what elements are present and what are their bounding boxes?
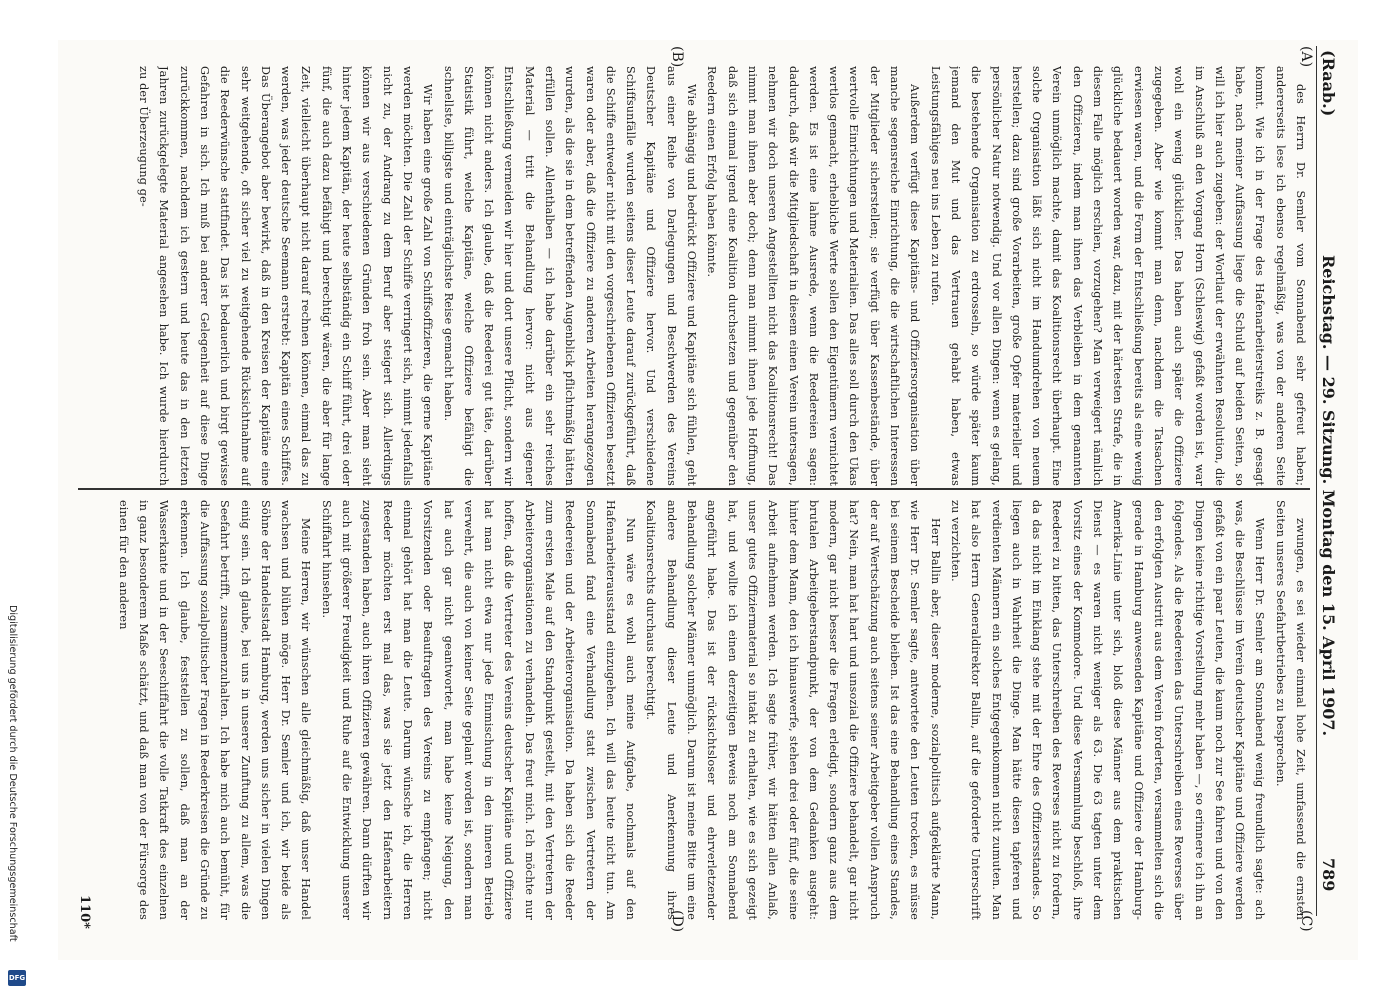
page-number: 789 bbox=[1319, 858, 1338, 892]
paragraph: Wenn Herr Dr. Semler am Sonnabend wenig freundlich sagte: ach was, die Beschlüsse im Verein deutscher Kapitäne und Offiziere werden gefaßt von ein paar Leuten, die kaum noch zur See fahren und von den Dingen keine richtige Vorstellung mehr haben —, so erinnere ich ihn an folgendes. Als die Reedereien das Unterschreiben eines Reverses über den erfolgten Austritt aus dem Verein forderten, versammelten sich die gerade in Hamburg anwesenden Kapitäne und Offiziere der Hamburg-Amerika-Linie unter sich, bloß diese Männer aus dem praktischen Dienst — es waren nicht weniger als 63. Die 63 tagten unter dem Vorsitz eines der Kommodore. Und diese Versammlung beschloß, ihre Reederei zu bitten, das Unterschreiben des Reverses nicht zu fordern, da das nicht im Einklang stehe mit der Ehre des Offiziersstandes. So liegen auch in Wahrheit die Dinge. Man hätte diesen tapferen und verdienten Männern ein solches Entgegenkommen nicht zumuten. Man hat also Herrn Generaldirektor Ballin, auf die geforderte Unterschrift zu verzichten. bbox=[948, 500, 1267, 920]
paragraph: Nun wäre es wohl auch meine Aufgabe, nochmals auf den Hafenarbeiterausstand einzugehen. Ich will das heute nicht tun. Am Sonnabend fand eine Verhandlung statt zwischen Vertretern der Reedereien und der Arbeiterorganisation. Da haben sich die Reeder zum ersten Male auf den Standpunkt gestellt, mit den Vertretern der Arbeiterorganisationen zu verhandeln. Das freut mich. Ich möchte nur hoffen, daß die Vertreter des Vereins deutscher Kapitäne und Offiziere hat man nicht etwa nur jede Einmischung in den inneren Betrieb verwehrt, die auch von keiner Seite geplant worden ist, sondern man hat auch gar nicht geantwortet, man habe keine Neigung, den Vorsitzenden oder Beauftragten des Vereins zu empfangen; nicht einmal gehört hat man die Leute. Darum wünsche ich, die Herren Reeder möchten erst mal das, was sie jetzt den Hafenarbeitern zugestanden haben, auch ihren Offizieren gewähren. Dann dürften wir auch mit größerer Freudigkeit und Ruhe auf die Entwicklung unserer Schiffahrt hinsehen. bbox=[319, 500, 638, 920]
section-marker-c: (C) bbox=[1298, 910, 1314, 932]
paragraph: Wie abhängig und bedrückt Offiziere und Kapitäne sich fühlen, geht aus einer Reihe von Darlegungen und Beschwerden des Vereins Deutscher Kapitäne und Offiziere hervor. Und verschiedene Schiffsunfälle wurden seitens dieser Leute darauf zurückgeführt, daß die Schiffe entweder nicht mit den vorgeschriebenen Offizieren besetzt waren oder aber, daß die Offiziere zu anderen Arbeiten herangezogen wurden, als die sie in dem betreffenden Augenblick pflichtmäßig hätten erfüllen sollen. Allenthalben — ich habe darüber ein sehr reiches Material — tritt die Behandlung hervor: nicht aus eigener Entschließung vermeiden wir hier und dort unsere Pflicht, sondern wir können nicht anders. Ich glaube, daß die Reederei gut täte, darüber Statistik führt, welche Kapitäne, welche Offiziere befähigt die schnellste, billigste und einträglichste Reise gemacht haben. bbox=[441, 66, 699, 486]
section-marker-d: (D) bbox=[669, 910, 685, 933]
paragraph: Herr Ballin aber, dieser moderne, sozialpolitisch aufgeklärte Mann, wie Herr Dr. Semler sagte, antwortete den Leuten trocken, es müsse bei seinem Bescheide bleiben. Ist das eine Behandlung eines Standes, der auf Wertschätzung auch seitens seiner Arbeitgeber vollen Anspruch hat? Nein, man hat hart und unsozial die Offiziere behandelt, gar nicht modern, gar nicht besser die Fragen erledigt, sondern ganz aus dem brutalen Arbeitgeberstandpunkt, der von dem Gedanken ausgeht: hinter dem Mann, den ich hinauswerfe, stehen drei oder fünf, die seine Arbeit aufnehmen werden. Ich sagte früher, wir hätten allen Anlaß, unser gutes Offiziermaterial so intakt zu erhalten, wie es sich gezeigt hat, und wollte ich einen derzeitigen Beweis noch am Sonnabend angeführt habe. Das ist der rücksichtsloser und ehrverletzender Behandlung solcher Männer unmöglich. Darum ist meine Bitte um eine andere Behandlung dieser Leute und Anerkennung ihres Koalitionsrechts durchaus berechtigt. bbox=[644, 500, 942, 920]
speaker-tag: (Raab.) bbox=[1319, 50, 1338, 117]
paragraph: Meine Herren, wir wünschen alle gleichmäßig, daß unser Handel wachsen und blühen möge. Herr Dr. Semler und ich, wir beide als Söhne der Handelsstadt Hamburg, werden uns sicher in vielen Dingen einig sein. Ich glaube, bei uns in unserer Zunftung zu allem, was die Seefahrt betrifft, zusammenzuhalten. Ich habe mich auch bemüht, für die Auffassung sozialpolitischer Fragen in Reederkreisen die Gründe zu erkennen. Ich glaube, feststellen zu sollen, daß man an der Wasserkante und in der Seeschiffahrt die volle Tatkraft des einzelnen in ganz besonderem Maße schätzt, und daß man von der Fürsorge des einen für den anderen bbox=[116, 500, 313, 920]
signature-mark: 110* bbox=[77, 895, 92, 929]
paragraph: zwungen, es sei wieder einmal hohe Zeit, umfassend die ernsten Seiten unseres Seefahrtbetriebes zu besprechen. bbox=[1273, 500, 1307, 920]
text-column-left bbox=[82, 66, 1310, 486]
paragraph: Wir haben eine große Zahl von Schiffsoffizieren, die gerne Kapitäne werden möchten. Die Zahl der Schiffe verringert sich, nimmt jedenfalls nicht zu, der Andrang zu dem Beruf aber steigert sich. Allerdings können wir aus verschiedenen Gründen froh sein. Aber man sieht hinter jedem Kapitän, der heute selbständig ein Schiff führt, drei oder fünf, die auch dazu befähigt und berechtigt wären, die aber für lange Zeit, vielleicht überhaupt nicht darauf rechnen können, einmal das zu werden, was jeder deutsche Seemann erstrebt: Kapitän eines Schiffes. Das Überangebot aber bewirkt, daß in den Kreisen der Kapitäne eine sehr weitgehende, oft sicher viel zu weitgehende Rücksichtnahme auf die Reederwünsche stattfindet. Das ist bedauerlich und birgt gewisse Gefahren in sich. Ich muß bei anderer Gelegenheit auf diese Dinge zurückkommen, nachdem ich gestern und heute das in den letzten Jahren zurückgelegte Material angesehen habe. Ich wurde hierdurch zu der Überzeugung ge- bbox=[137, 66, 435, 486]
section-marker-a: (A) bbox=[1298, 46, 1314, 68]
digitization-credit: Digitalisierung gefördert durch die Deutsche Forschungsgemeinschaft bbox=[7, 605, 18, 942]
paragraph: des Herrn Dr. Semler vom Sonnabend sehr gefreut haben; andererseits lese ich ebenso regelmäßig, was von der anderen Seite kommt. Wie ich in der Frage des Hafenarbeiterstreiks z. B. gesagt habe, nach meiner Auffassung liege die Schuld auf beiden Seiten, so will ich hier auch zugeben: der Wortlaut der erwähnten Resolution, die im Anschluß an den Vorgang Horn (Schleswig) gefaßt worden ist, war wohl ein wenig glücklicher. Das haben auch später die Offiziere zugegeben. Aber wie kommt man denn, nachdem die Tatsachen erwiesen waren, und die Form der Entschließung bereits als eine wenig glückliche bedauert worden war, dazu, mit der härtesten Strafe, die in diesem Falle möglich erschien, vorzugehen? Man verweigert nämlich den Offizieren, indem man ihnen das Verbleiben in dem genannten Verein unmöglich machte, damit das Koalitionsrecht überhaupt. Eine solche Organisation läßt sich nicht im Handumdrehen von neuem herstellen; dazu sind große Vorarbeiten, große Opfer materieller und persönlicher Natur notwendig. Und vor allen Dingen: wenn es gelang, die bestehende Organisation zu erdrosseln, so würde später kaum jemand den Mut und das Vertrauen gehabt haben, etwas Leistungsfähiges neu ins Leben zu rufen. bbox=[928, 66, 1307, 486]
text-column-right bbox=[82, 500, 1310, 920]
column-divider bbox=[78, 488, 1310, 490]
paragraph: Außerdem verfügt diese Kapitäns- und Offiziersorganisation über manche segensreiche Einrichtung, die die wirtschaftlichen Interessen der Mitglieder sicherstellen; sie verfügt über Kassenbestände, über wertvolle Einrichtungen und Materialien. Das alles soll durch den Ukas wertlos gemacht, erhebliche Werte sollen den Eigentümern vernichtet werden. Es ist eine lahme Ausrede, wenn die Reedereien sagen: dadurch, daß wir die Mitgliedschaft in diesem einen Verein untersagen, nehmen wir doch unseren Angestellten nicht das Koalitionsrecht! Das nimmt man ihnen aber doch; denn man nimmt ihnen jede Hoffnung, daß sich einmal irgend eine Koalition durchsetzen und gegenüber den Reedern einen Erfolg haben könnte. bbox=[705, 66, 922, 486]
dfg-logo-icon: DFG bbox=[8, 970, 26, 986]
section-marker-b: (B) bbox=[669, 46, 685, 68]
running-title: Reichstag. — 29. Sitzung. Montag den 15. April 1907. bbox=[1319, 255, 1338, 737]
header-rule bbox=[1316, 46, 1317, 916]
